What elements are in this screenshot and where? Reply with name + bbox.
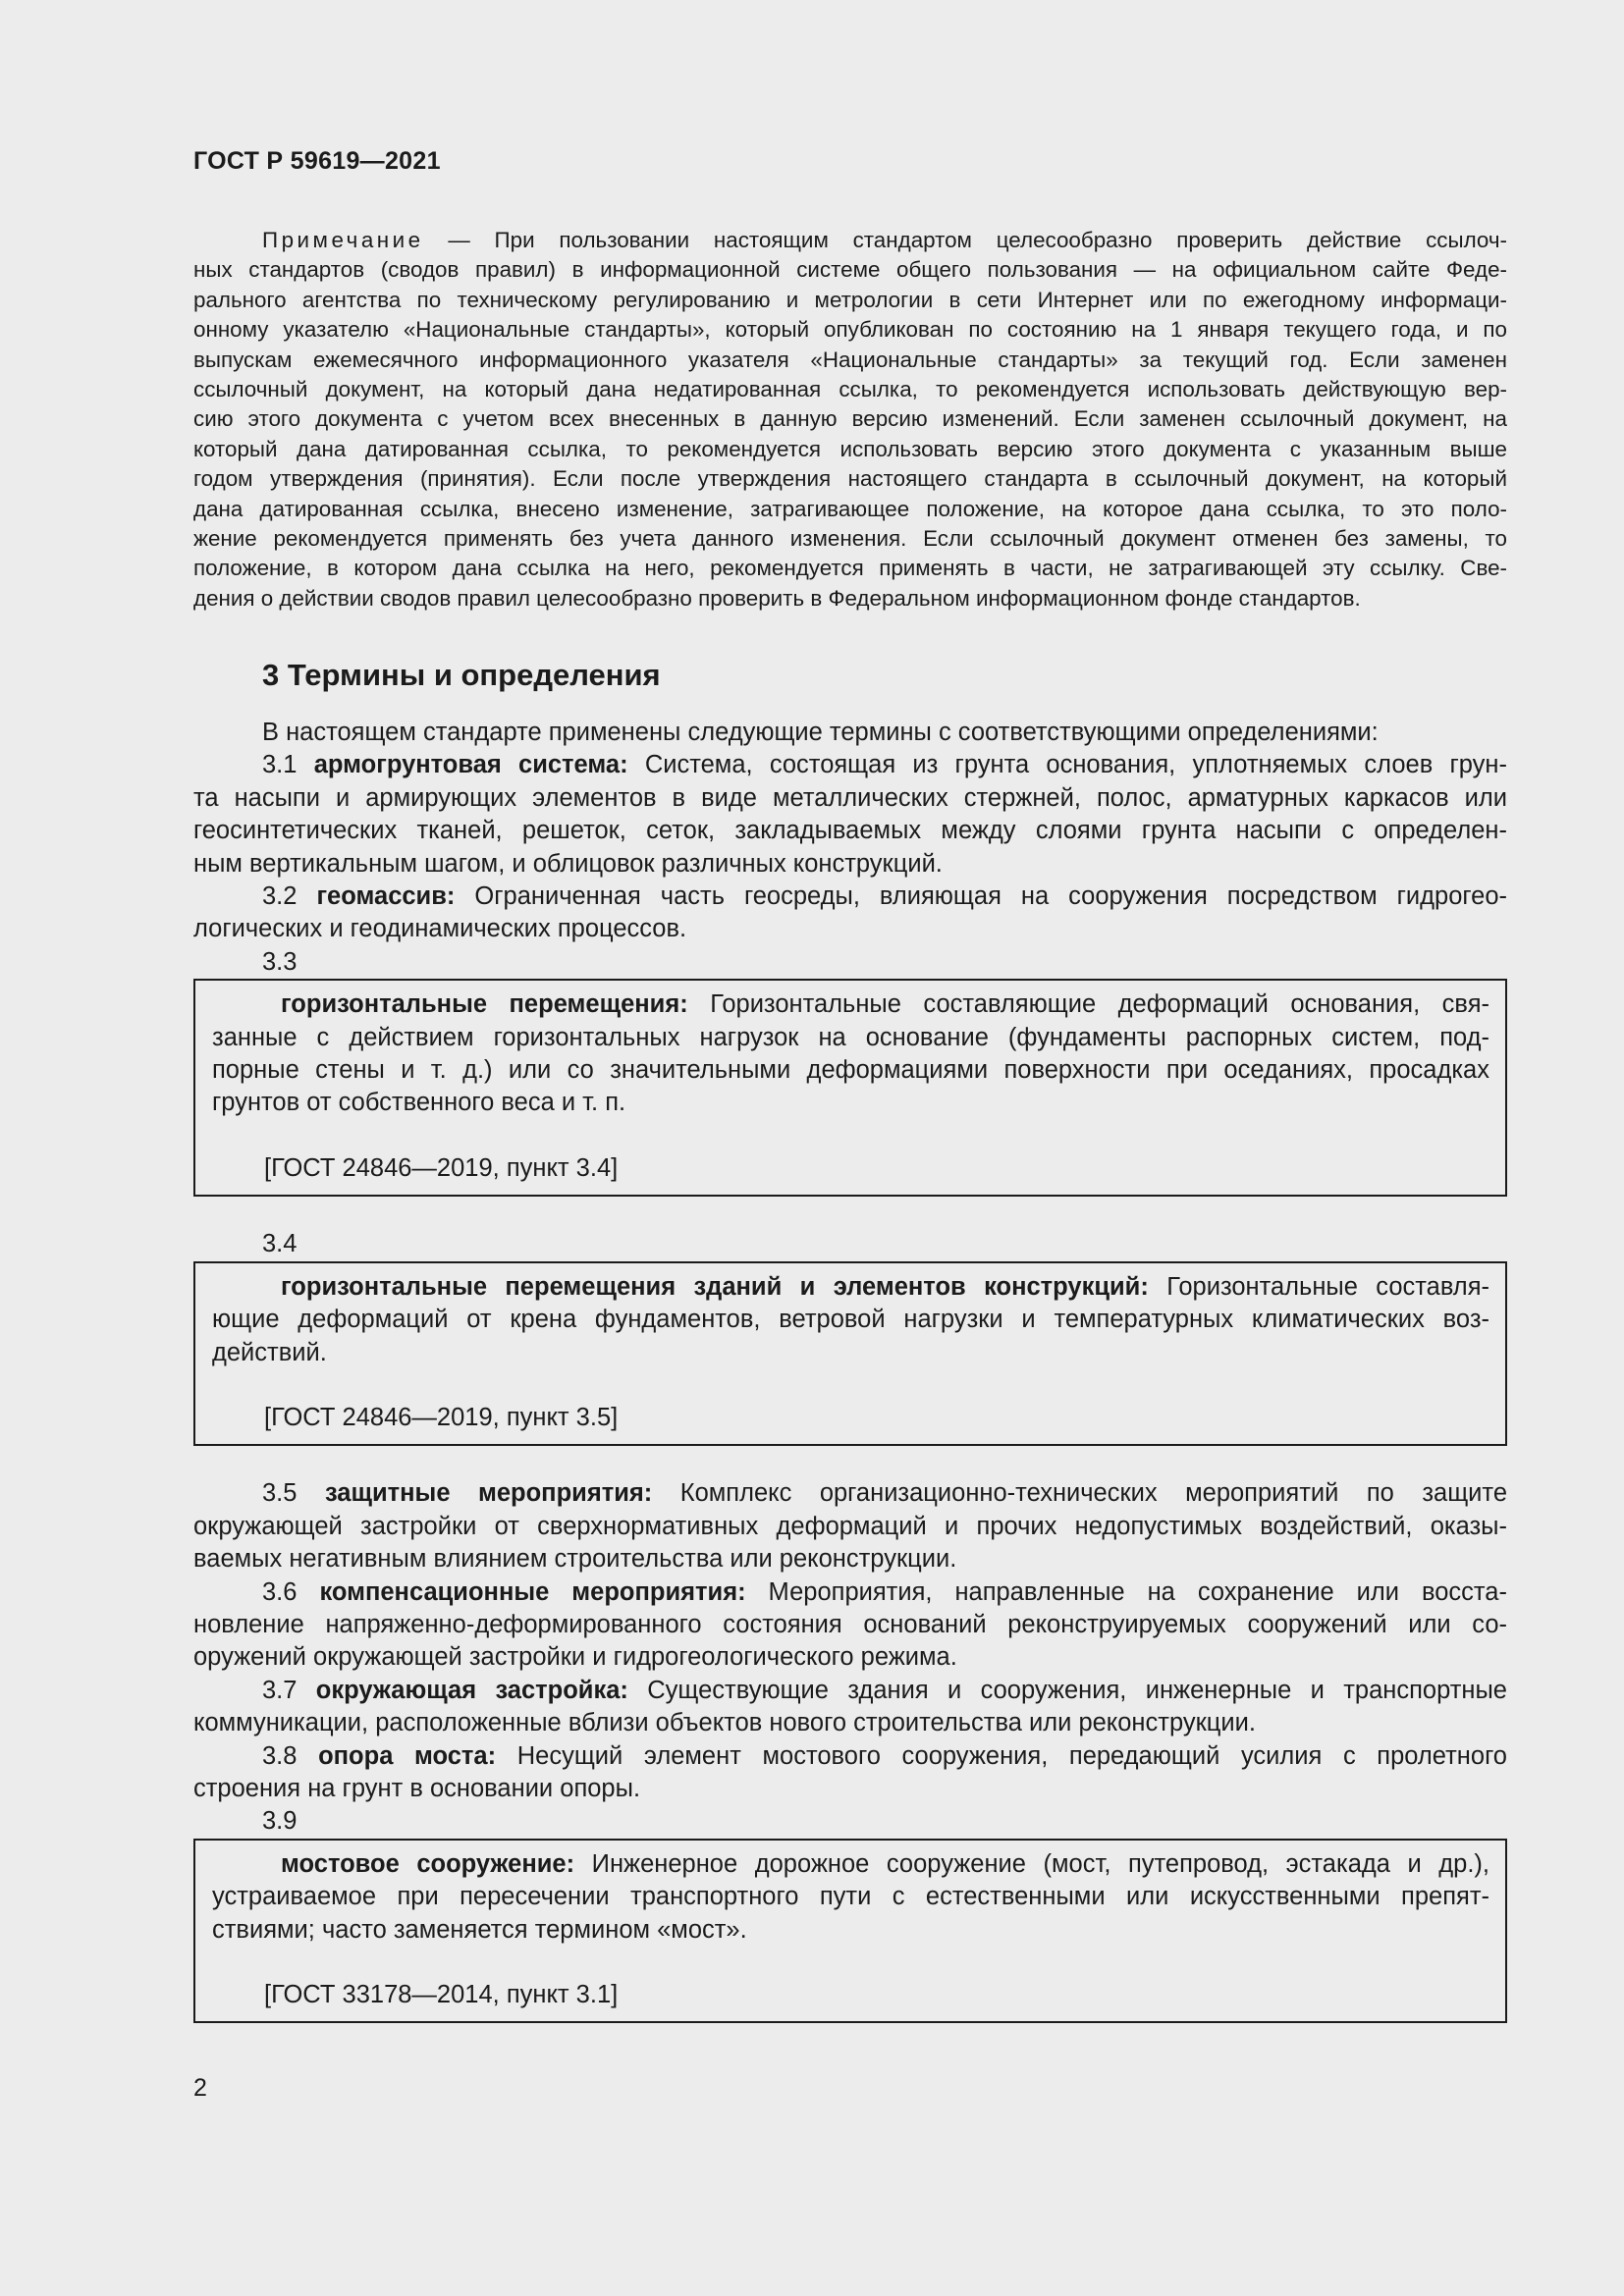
term-name: компенсационные мероприятия:: [319, 1577, 746, 1606]
note-line: Примечание — При пользовании настоящим стандартом целесообразно проверить действие ссылоч-: [262, 228, 1507, 252]
term-number: 3.7: [262, 1676, 298, 1704]
term-number: 3.3: [262, 947, 298, 976]
note-line: годом утверждения (принятия). Если после утверждения настоящего стандарта в ссылочный документ, на который: [193, 466, 1507, 492]
note-line: рального агентства по техническому регулированию и метрологии в сети Интернет или по ежегодному информаци-: [193, 287, 1507, 312]
term-3-6: 3.6 компенсационные мероприятия: Мероприятия, направленные на сохранение или восста- новление напряженно-деформированного состояния оснований реконструируемых сооружений или со- оружений окружающей застройки и гидрогеологического режима.: [193, 1577, 1507, 1672]
terms-list: [193, 717, 1507, 2023]
term-3-2: 3.2 геомассив: Ограниченная часть геосреды, влияющая на сооружения посредством гидрогео- логических и геодинамических процессов.: [193, 882, 1507, 943]
note-line: дана датированная ссылка, внесено изменение, затрагивающее положение, на которое дана ссылка, то это поло-: [193, 496, 1507, 521]
term-name: мостовое сооружение:: [281, 1849, 575, 1878]
term-name: опора моста:: [318, 1741, 497, 1770]
term-number: 3.9: [262, 1807, 298, 1836]
term-3-7: 3.7 окружающая застройка: Существующие здания и сооружения, инженерные и транспортные коммуникации, расположенные вблизи объектов нового строительства или реконструкции.: [193, 1676, 1507, 1737]
page-number: 2: [193, 2074, 207, 2102]
section-intro: В настоящем стандарте применены следующие термины с соответствующими определениями:: [262, 719, 1379, 746]
term-number: 3.6: [262, 1577, 298, 1606]
note-line: онному указателю «Национальные стандарты», который опубликован по состоянию на 1 января текущего года, и по: [193, 317, 1507, 343]
term-source-ref: [ГОСТ 33178—2014, пункт 3.1]: [264, 1981, 619, 2008]
term-name: горизонтальные перемещения:: [281, 990, 688, 1019]
note-line: который дана датированная ссылка, то рекомендуется использовать версию этого документа с указанным выше: [193, 436, 1507, 461]
term-3-5: 3.5 защитные мероприятия: Комплекс организационно-технических мероприятий по защите окружающей застройки от сверхнормативных деформаций и прочих недопустимых воздействий, оказы- ваемых негативным влиянием строительства или реконструкции.: [193, 1479, 1507, 1574]
note-line: ных стандартов (сводов правил) в информационной системе общего пользования — на официальном сайте Феде-: [193, 257, 1507, 283]
term-3-8: 3.8 опора моста: Несущий элемент мостового сооружения, передающий усилия с пролетного строения на грунт в основании опоры.: [193, 1741, 1507, 1802]
term-name: армогрунтовая система:: [313, 751, 628, 779]
note-line: выпускам ежемесячного информационного указателя «Национальные стандарты» за текущий год. Если заменен: [193, 347, 1507, 372]
term-number: 3.1: [262, 751, 298, 779]
term-number: 3.2: [262, 882, 298, 911]
note-line: положение, в котором дана ссылка на него, рекомендуется применять в части, не затрагивающей эту ссылку. Све-: [193, 556, 1507, 581]
term-name: окружающая застройка:: [315, 1676, 628, 1704]
section-title: 3 Термины и определения: [262, 658, 661, 692]
term-name: горизонтальные перемещения зданий и элементов конструкций:: [281, 1272, 1149, 1301]
term-3-3-box: горизонтальные перемещения: Горизонтальные составляющие деформаций основания, свя- занные с действием горизонтальных нагрузок на основание (фундаменты распорных систем, под- порные стены и т. д.) или со значительными деформациями поверхности при оседаниях, просадках грунтов от собственного веса и т. п. [ГОСТ 24846—2019, пункт 3.4]: [193, 979, 1507, 1197]
note-line: ссылочный документ, на который дана недатированная ссылка, то рекомендуется использовать действующую вер-: [193, 377, 1507, 402]
term-3-4-box: горизонтальные перемещения зданий и элементов конструкций: Горизонтальные составля- ющие деформаций от крена фундаментов, ветровой нагрузки и температурных климатических воз- действий. [ГОСТ 24846—2019, пункт 3.5]: [193, 1261, 1507, 1447]
term-number: 3.5: [262, 1479, 298, 1508]
term-3-1: 3.1 армогрунтовая система: Система, состоящая из грунта основания, уплотняемых слоев грун- та насыпи и армирующих элементов в виде металлических стержней, полос, арматурных каркасов или геосинтетических тканей, решеток, сеток, закладываемых между слоями грунта насыпи с определен- ным вертикальным шагом, и облицовок различных конструкций.: [193, 751, 1507, 878]
term-source-ref: [ГОСТ 24846—2019, пункт 3.5]: [264, 1403, 619, 1431]
note-line: жение рекомендуется применять без учета данного изменения. Если ссылочный документ отменен без замены, то: [193, 526, 1507, 552]
term-name: геомассив:: [316, 882, 456, 911]
term-name: защитные мероприятия:: [324, 1479, 653, 1508]
note-line: сию этого документа с учетом всех внесенных в данную версию изменений. Если заменен ссылочный документ, на: [193, 406, 1507, 432]
reference-note: [193, 226, 1507, 614]
term-3-9-box: мостовое сооружение: Инженерное дорожное сооружение (мост, путепровод, эстакада и др.), устраиваемое при пересечении транспортного пути с естественными или искусственными препят- ствиями; часто заменяется термином «мост». [ГОСТ 33178—2014, пункт 3.1]: [193, 1839, 1507, 2024]
note-label: Примечание: [262, 228, 424, 252]
document-header: ГОСТ Р 59619—2021: [193, 147, 441, 175]
term-number: 3.8: [262, 1741, 298, 1770]
note-line: дения о действии сводов правил целесообразно проверить в Федеральном информационном фонде стандартов.: [193, 585, 1361, 611]
term-number: 3.4: [262, 1230, 298, 1258]
term-source-ref: [ГОСТ 24846—2019, пункт 3.4]: [264, 1153, 619, 1182]
